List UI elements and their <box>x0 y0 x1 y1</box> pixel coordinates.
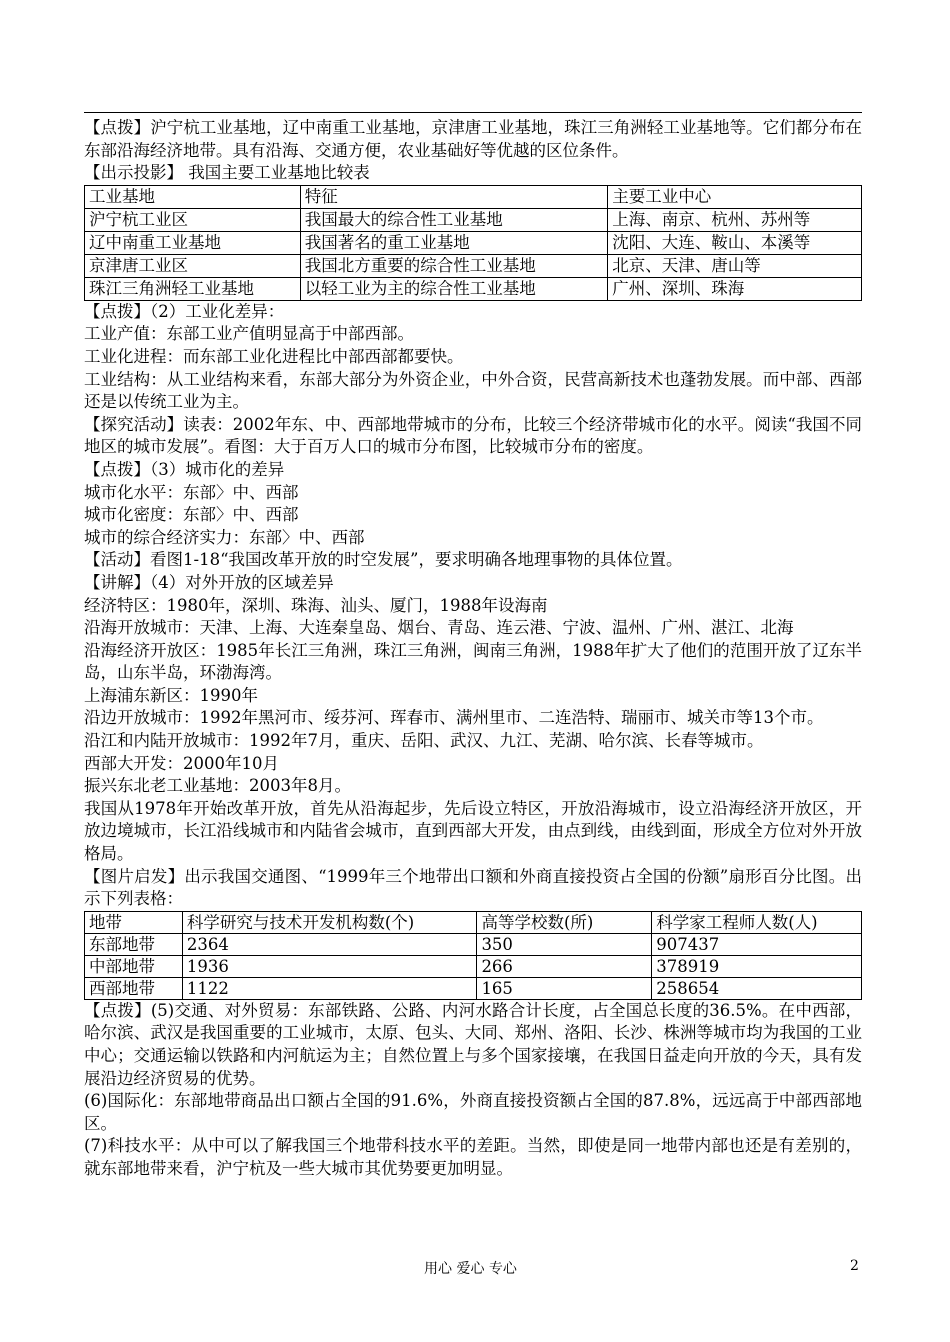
page-number: 2 <box>850 1258 859 1274</box>
table-cell: 西部地带 <box>85 977 183 999</box>
paragraph: 工业产值：东部工业产值明显高于中部西部。 <box>84 324 414 344</box>
table-cell: 珠江三角洲轻工业基地 <box>85 277 301 300</box>
footer-motto: 用心 爱心 专心 <box>424 1261 517 1277</box>
paragraph: 城市的综合经济实力：东部〉中、西部 <box>84 527 365 547</box>
table-header-cell: 科学研究与技术开发机构数(个) <box>182 911 477 933</box>
paragraph: 【出示投影】 我国主要工业基地比较表 <box>84 163 370 183</box>
paragraph: 西部大开发：2000年10月 <box>84 753 279 773</box>
table-row <box>85 231 862 254</box>
table-cell: 378919 <box>652 955 862 977</box>
table-cell: 京津唐工业区 <box>85 254 301 277</box>
paragraph: 【图片启发】出示我国交通图、“1999年三个地带出口额和外商直接投资占全国的份额”扇形百分比图。出示下列表格： <box>84 866 862 909</box>
table-cell: 我国最大的综合性工业基地 <box>300 208 608 231</box>
science-resources-table <box>84 911 862 1000</box>
paragraph: 工业结构：从工业结构来看，东部大部分为外资企业，中外合资，民营高新技术也蓬勃发展。而中部、西部还是以传统工业为主。 <box>84 369 862 412</box>
paragraph: 振兴东北老工业基地：2003年8月。 <box>84 776 351 796</box>
paragraph: 【探究活动】读表：2002年东、中、西部地带城市的分布，比较三个经济带城市化的水平。阅读“我国不同地区的城市发展”。看图：大于百万人口的城市分布图，比较城市分布的密度。 <box>84 414 862 457</box>
paragraph: 【活动】看图1-18“我国改革开放的时空发展”，要求明确各地理事物的具体位置。 <box>84 550 683 570</box>
paragraph: 【讲解】（4）对外开放的区域差异 <box>84 572 334 592</box>
table-cell: 以轻工业为主的综合性工业基地 <box>300 277 608 300</box>
table-row <box>85 254 862 277</box>
paragraph: 工业化进程：而东部工业化进程比中部西部都要快。 <box>84 346 464 366</box>
paragraph: 【点拨】（2）工业化差异： <box>84 301 285 321</box>
table-cell: 沈阳、大连、鞍山、本溪等 <box>608 231 862 254</box>
table-cell: 2364 <box>182 933 477 955</box>
table-cell: 我国著名的重工业基地 <box>300 231 608 254</box>
table-cell: 我国北方重要的综合性工业基地 <box>300 254 608 277</box>
paragraph: (7)科技水平：从中可以了解我国三个地带科技水平的差距。当然，即使是同一地带内部也还是有差别的，就东部地带来看，沪宁杭及一些大城市其优势要更加明显。 <box>84 1136 862 1178</box>
table-row <box>85 277 862 300</box>
table-cell: 上海、南京、杭州、苏州等 <box>608 208 862 231</box>
paragraph: 我国从1978年开始改革开放，首先从沿海起步，先后设立特区，开放沿海城市，设立沿海经济开放区，开放边境城市，长江沿线城市和内陆省会城市，直到西部大开发，由点到线，由线到面，形成全方位对外开放格局。 <box>84 798 862 864</box>
paragraph: 城市化水平：东部〉中、西部 <box>84 482 299 502</box>
table-cell: 东部地带 <box>85 933 183 955</box>
paragraph: 【点拨】（3）城市化的差异 <box>84 459 285 479</box>
table-row <box>85 208 862 231</box>
table-header-cell: 主要工业中心 <box>608 185 862 208</box>
table-cell: 中部地带 <box>85 955 183 977</box>
table-header-cell: 工业基地 <box>85 185 301 208</box>
table-header-cell: 高等学校数(所) <box>477 911 652 933</box>
paragraph: 沿江和内陆开放城市：1992年7月，重庆、岳阳、武汉、九江、芜湖、哈尔滨、长春等城市。 <box>84 731 764 751</box>
industrial-base-table <box>84 185 862 301</box>
table-header-row <box>85 185 862 208</box>
table-row <box>85 955 862 977</box>
table-cell: 北京、天津、唐山等 <box>608 254 862 277</box>
table-header-cell: 特征 <box>300 185 608 208</box>
paragraph: 【点拨】沪宁杭工业基地，辽中南重工业基地，京津唐工业基地，珠江三角洲轻工业基地等。它们都分布在东部沿海经济地带。具有沿海、交通方便，农业基础好等优越的区位条件。 <box>84 118 862 160</box>
table-cell: 258654 <box>652 977 862 999</box>
paragraph: 【点拨】(5)交通、对外贸易：东部铁路、公路、内河水路合计长度，占全国总长度的36.5%。在中西部，哈尔滨、武汉是我国重要的工业城市，太原、包头、大同、郑州、洛阳、长沙、株洲等城市均为我国的工业中心；交通运输以铁路和内河航运为主；自然位置上与多个国家接壤，在我国日益走向开放的今天，具有发展沿边经济贸易的优势。 <box>84 1000 862 1088</box>
table-header-cell: 科学家工程师人数(人) <box>652 911 862 933</box>
table-header-cell: 地带 <box>85 911 183 933</box>
table-cell: 165 <box>477 977 652 999</box>
table-header-row <box>85 911 862 933</box>
table-cell: 广州、深圳、珠海 <box>608 277 862 300</box>
table-cell: 907437 <box>652 933 862 955</box>
table-cell: 沪宁杭工业区 <box>85 208 301 231</box>
paragraph: 沿海开放城市：天津、上海、大连秦皇岛、烟台、青岛、连云港、宁波、温州、广州、湛江、北海 <box>84 618 794 638</box>
paragraph: 沿海经济开放区：1985年长江三角洲，珠江三角洲，闽南三角洲，1988年扩大了他们的范围开放了辽东半岛，山东半岛，环渤海湾。 <box>84 640 862 683</box>
table-row <box>85 977 862 999</box>
table-cell: 1936 <box>182 955 477 977</box>
table-cell: 辽中南重工业基地 <box>85 231 301 254</box>
document-body <box>84 112 862 1181</box>
paragraph: (6)国际化：东部地带商品出口额占全国的91.6%，外商直接投资额占全国的87.8%，远远高于中部西部地区。 <box>84 1091 862 1133</box>
table-cell: 1122 <box>182 977 477 999</box>
paragraph: 经济特区：1980年，深圳、珠海、汕头、厦门，1988年设海南 <box>84 595 548 615</box>
paragraph: 上海浦东新区：1990年 <box>84 685 258 705</box>
table-cell: 350 <box>477 933 652 955</box>
table-cell: 266 <box>477 955 652 977</box>
paragraph: 沿边开放城市：1992年黑河市、绥芬河、珲春市、满州里市、二连浩特、瑞丽市、城关市等13个市。 <box>84 708 824 728</box>
header-rule <box>84 112 862 113</box>
table-row <box>85 933 862 955</box>
paragraph: 城市化密度：东部〉中、西部 <box>84 505 299 525</box>
